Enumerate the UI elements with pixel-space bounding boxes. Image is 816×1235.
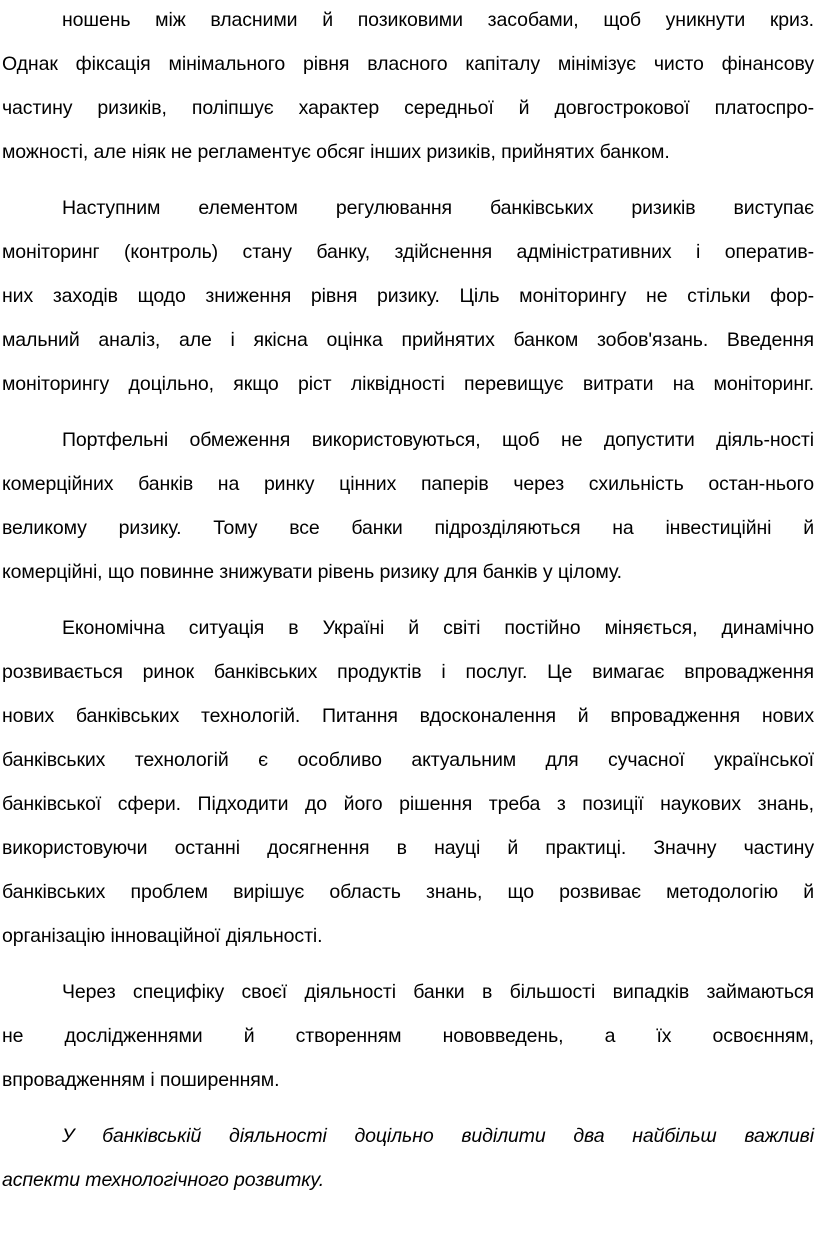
paragraph-3-line-4: комерційні, що повинне знижувати рівень ризику для банків у цілому. — [2, 561, 622, 583]
paragraph-4-line-2: розвивається ринок банківських продуктів і послуг. Це вимагає впровадження — [2, 661, 814, 683]
paragraph-1-line-4: можності, але ніяк не регламентує обсяг інших ризиків, прийнятих банком. — [2, 141, 670, 163]
paragraph-1-line-1: ношень між власними й позиковими засобами, щоб уникнути криз. — [62, 9, 814, 31]
paragraph-6-line-2: аспекти технологічного розвитку. — [2, 1169, 325, 1191]
paragraph-1-line-2: Однак фіксація мінімального рівня власного капіталу мінімізує чисто фінансову — [2, 53, 814, 75]
paragraph-1-line-3: частину ризиків, поліпшує характер середньої й довгострокової платоспро- — [2, 97, 814, 119]
paragraph-4-line-3: нових банківських технологій. Питання вдосконалення й впровадження нових — [2, 705, 814, 727]
paragraph-3-line-2: комерційних банків на ринку цінних паперів через схильність остан-нього — [2, 473, 814, 495]
paragraph-2-line-3: них заходів щодо зниження рівня ризику. Ціль моніторингу не стільки фор- — [2, 285, 814, 307]
paragraph-3-line-3: великому ризику. Тому все банки підрозділяються на інвестиційні й — [2, 517, 814, 539]
paragraph-2-line-4: мальний аналіз, але і якісна оцінка прийнятих банком зобов'язань. Введення — [2, 329, 814, 351]
paragraph-4-line-7: банківських проблем вирішує область знань, що розвиває методологію й — [2, 881, 814, 903]
paragraph-5-line-1: Через специфіку своєї діяльності банки в більшості випадків займаються — [62, 981, 814, 1003]
paragraph-5-line-3: впровадженням і поширенням. — [2, 1069, 280, 1091]
paragraph-6-line-1: У банківській діяльності доцільно виділити два найбільш важливі — [62, 1125, 814, 1147]
paragraph-5-line-2: не дослідженнями й створенням нововведень, а їх освоєнням, — [2, 1025, 814, 1047]
paragraph-4-line-8: організацію інноваційної діяльності. — [2, 925, 323, 947]
paragraph-2-line-5: моніторингу доцільно, якщо ріст ліквідності перевищує витрати на моніторинг. — [2, 373, 814, 395]
paragraph-4-line-5: банківської сфери. Підходити до його рішення треба з позиції наукових знань, — [2, 793, 814, 815]
paragraph-3-line-1: Портфельні обмеження використовуються, щоб не допустити діяль-ності — [62, 429, 814, 451]
paragraph-4-line-6: використовуючи останні досягнення в науці й практиці. Значну частину — [2, 837, 814, 859]
paragraph-2-line-1: Наступним елементом регулювання банківських ризиків виступає — [62, 197, 814, 219]
paragraph-2-line-2: моніторинг (контроль) стану банку, здійснення адміністративних і оператив- — [2, 241, 814, 263]
paragraph-4-line-1: Економічна ситуація в Україні й світі постійно міняється, динамічно — [62, 617, 814, 639]
paragraph-4-line-4: банківських технологій є особливо актуальним для сучасної української — [2, 749, 814, 771]
